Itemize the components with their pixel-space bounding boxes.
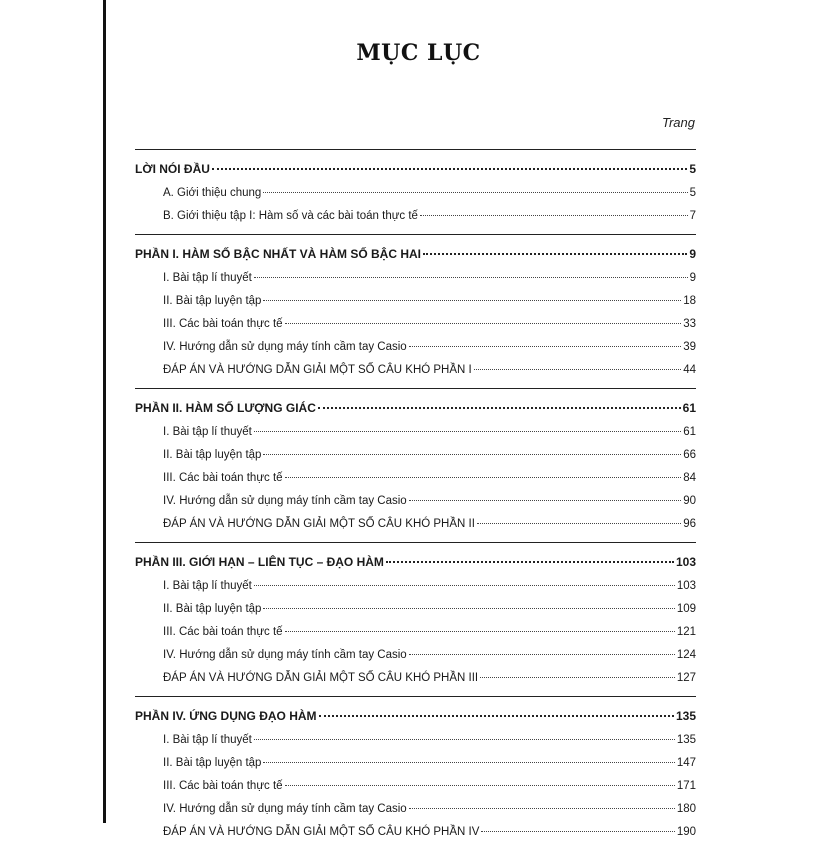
dot-leader	[386, 561, 674, 563]
table-of-contents	[135, 143, 696, 844]
toc-entry-label: B. Giới thiệu tập I: Hàm số và các bài toán thực tế	[163, 210, 418, 222]
page-title: MỤC LỤC	[356, 40, 481, 66]
toc-section-heading[interactable]	[135, 241, 696, 267]
dot-leader	[285, 785, 675, 786]
toc-entry-page-number: 124	[676, 649, 696, 661]
toc-entry-page-number: 84	[683, 472, 696, 484]
toc-entry-label: PHẦN III. GIỚI HẠN – LIÊN TỤC – ĐẠO HÀM	[135, 555, 384, 569]
dot-leader	[409, 500, 682, 501]
toc-entry-page-number: 121	[676, 626, 696, 638]
toc-entry[interactable]	[135, 359, 696, 382]
toc-entry[interactable]	[135, 290, 696, 313]
dot-leader	[254, 277, 688, 278]
toc-entry[interactable]	[135, 267, 696, 290]
toc-entry-page-number: 171	[676, 780, 696, 792]
toc-entry-label: A. Giới thiệu chung	[163, 187, 262, 199]
toc-entry-page-number: 61	[682, 401, 696, 415]
toc-entry-label: II. Bài tập luyện tập	[163, 757, 262, 769]
toc-section-heading[interactable]	[135, 703, 696, 729]
dot-leader	[409, 808, 675, 809]
dot-leader	[409, 346, 682, 347]
toc-entry-page-number: 61	[683, 426, 696, 438]
dot-leader	[254, 739, 675, 740]
dot-leader	[212, 168, 687, 170]
dot-leader	[254, 431, 681, 432]
toc-entry-label: PHẦN I. HÀM SỐ BẬC NHẤT VÀ HÀM SỐ BẬC HAI	[135, 247, 422, 261]
toc-entry[interactable]	[135, 821, 696, 844]
toc-entry-label: II. Bài tập luyện tập	[163, 449, 262, 461]
toc-entry-label: PHẦN IV. ỨNG DỤNG ĐẠO HÀM	[135, 709, 317, 723]
toc-entry-label: LỜI NÓI ĐẦU	[135, 162, 210, 176]
toc-entry-page-number: 66	[683, 449, 696, 461]
toc-entry-label: III. Các bài toán thực tế	[163, 318, 283, 330]
section-divider	[135, 149, 696, 150]
dot-leader	[263, 300, 681, 301]
toc-entry-label: PHẦN II. HÀM SỐ LƯỢNG GIÁC	[135, 401, 316, 415]
dot-leader	[423, 253, 687, 255]
toc-entry-page-number: 7	[689, 210, 696, 222]
toc-entry-label: IV. Hướng dẫn sử dụng máy tính cầm tay Casio	[163, 649, 407, 661]
toc-entry-page-number: 103	[676, 580, 696, 592]
toc-entry-label: I. Bài tập lí thuyết	[163, 426, 252, 438]
dot-leader	[409, 654, 675, 655]
toc-entry-page-number: 103	[675, 555, 696, 569]
dot-leader	[263, 454, 681, 455]
dot-leader	[285, 631, 675, 632]
dot-leader	[318, 407, 681, 409]
toc-entry-label: IV. Hướng dẫn sử dụng máy tính cầm tay Casio	[163, 495, 407, 507]
dot-leader	[474, 369, 681, 370]
toc-entry-label: I. Bài tập lí thuyết	[163, 580, 252, 592]
toc-entry[interactable]	[135, 444, 696, 467]
toc-entry[interactable]	[135, 798, 696, 821]
toc-entry-page-number: 44	[683, 364, 696, 376]
toc-entry-label: III. Các bài toán thực tế	[163, 626, 283, 638]
toc-entry-page-number: 96	[683, 518, 696, 530]
toc-entry[interactable]	[135, 467, 696, 490]
toc-section-heading[interactable]	[135, 395, 696, 421]
toc-entry-page-number: 109	[676, 603, 696, 615]
toc-entry-label: II. Bài tập luyện tập	[163, 603, 262, 615]
toc-entry-label: ĐÁP ÁN VÀ HƯỚNG DẪN GIẢI MỘT SỐ CÂU KHÓ PHẦN III	[163, 672, 479, 684]
toc-entry-page-number: 190	[676, 826, 696, 838]
dot-leader	[285, 323, 682, 324]
toc-section-heading[interactable]	[135, 549, 696, 575]
section-divider	[135, 696, 696, 697]
toc-entry-page-number: 9	[689, 247, 696, 261]
toc-entry-label: I. Bài tập lí thuyết	[163, 734, 252, 746]
section-divider	[135, 234, 696, 235]
toc-entry[interactable]	[135, 729, 696, 752]
toc-entry-page-number: 127	[676, 672, 696, 684]
toc-entry-label: IV. Hướng dẫn sử dụng máy tính cầm tay Casio	[163, 341, 407, 353]
dot-leader	[477, 523, 681, 524]
toc-entry[interactable]	[135, 644, 696, 667]
toc-entry[interactable]	[135, 598, 696, 621]
toc-entry[interactable]	[135, 575, 696, 598]
toc-entry-label: I. Bài tập lí thuyết	[163, 272, 252, 284]
toc-entry-label: III. Các bài toán thực tế	[163, 472, 283, 484]
toc-entry-page-number: 147	[676, 757, 696, 769]
toc-entry-page-number: 180	[676, 803, 696, 815]
dot-leader	[263, 608, 674, 609]
toc-entry[interactable]	[135, 490, 696, 513]
toc-entry-label: ĐÁP ÁN VÀ HƯỚNG DẪN GIẢI MỘT SỐ CÂU KHÓ PHẦN I	[163, 364, 472, 376]
toc-entry[interactable]	[135, 752, 696, 775]
section-divider	[135, 388, 696, 389]
page-binding-edge	[103, 0, 106, 823]
toc-entry-label: IV. Hướng dẫn sử dụng máy tính cầm tay Casio	[163, 803, 407, 815]
toc-entry-page-number: 5	[689, 162, 696, 176]
toc-entry[interactable]	[135, 205, 696, 228]
toc-entry-label: II. Bài tập luyện tập	[163, 295, 262, 307]
dot-leader	[285, 477, 682, 478]
toc-entry-label: ĐÁP ÁN VÀ HƯỚNG DẪN GIẢI MỘT SỐ CÂU KHÓ PHẦN II	[163, 518, 475, 530]
toc-entry-page-number: 33	[683, 318, 696, 330]
dot-leader	[319, 715, 674, 717]
toc-entry[interactable]	[135, 421, 696, 444]
toc-entry-page-number: 9	[689, 272, 696, 284]
dot-leader	[420, 215, 688, 216]
dot-leader	[263, 192, 687, 193]
dot-leader	[263, 762, 674, 763]
toc-entry-page-number: 90	[683, 495, 696, 507]
toc-entry-label: ĐÁP ÁN VÀ HƯỚNG DẪN GIẢI MỘT SỐ CÂU KHÓ PHẦN IV	[163, 826, 480, 838]
toc-entry[interactable]	[135, 182, 696, 205]
toc-entry[interactable]	[135, 513, 696, 536]
dot-leader	[254, 585, 675, 586]
toc-entry-page-number: 5	[689, 187, 696, 199]
dot-leader	[480, 677, 675, 678]
toc-entry[interactable]	[135, 621, 696, 644]
toc-entry-label: III. Các bài toán thực tế	[163, 780, 283, 792]
toc-entry-page-number: 135	[675, 709, 696, 723]
dot-leader	[481, 831, 674, 832]
toc-section-heading[interactable]	[135, 156, 696, 182]
page-column-label: Trang	[662, 115, 695, 130]
toc-entry-page-number: 18	[683, 295, 696, 307]
toc-entry[interactable]	[135, 313, 696, 336]
toc-entry[interactable]	[135, 667, 696, 690]
section-divider	[135, 542, 696, 543]
toc-entry[interactable]	[135, 336, 696, 359]
toc-entry-page-number: 135	[676, 734, 696, 746]
toc-entry-page-number: 39	[683, 341, 696, 353]
toc-entry[interactable]	[135, 775, 696, 798]
